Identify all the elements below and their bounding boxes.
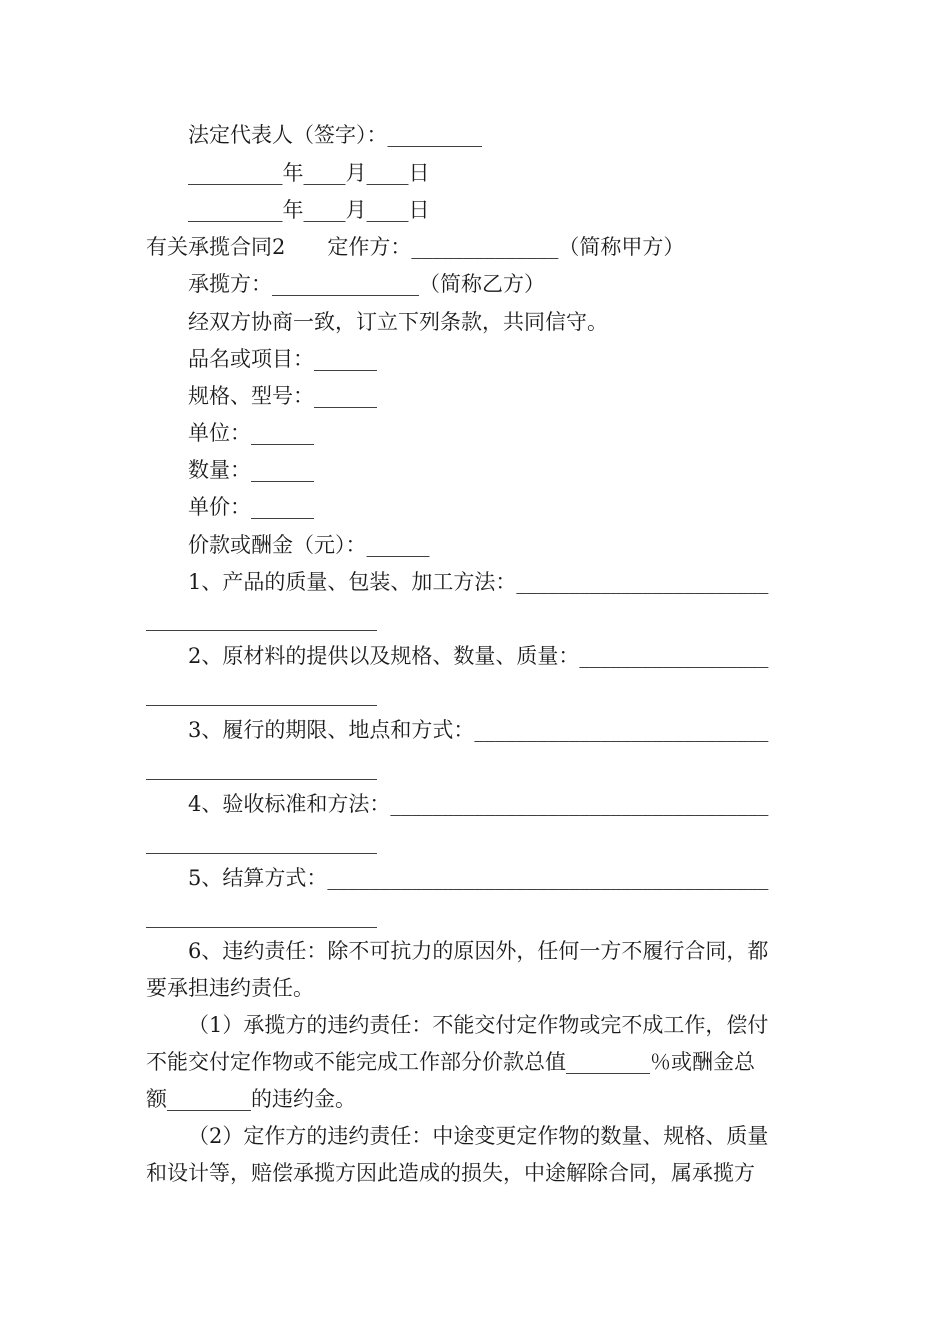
clause-6-2: （2）定作方的违约责任：中途变更定作物的数量、规格、质量 — [188, 1124, 769, 1148]
clause-2: 2、原材料的提供以及规格、数量、质量：__________________ — [188, 644, 769, 668]
clause-6: 6、违约责任：除不可抗力的原因外，任何一方不履行合同，都 — [188, 939, 769, 963]
field-price-or-fee: 价款或酬金（元）：______ — [188, 533, 430, 557]
field-item-name: 品名或项目：______ — [188, 347, 377, 371]
clause-5: 5、结算方式：__________________________________________ — [188, 866, 769, 890]
clause-4-continuation: ______________________ — [146, 830, 377, 854]
date-line-2: _________年____月____日 — [188, 198, 430, 222]
field-quantity: 数量：______ — [188, 458, 314, 482]
legal-rep-signature-line: 法定代表人（签字）：_________ — [188, 123, 482, 147]
clause-6-1-line-3: 额________的违约金。 — [146, 1087, 356, 1111]
field-unit-price: 单价：______ — [188, 495, 314, 519]
clause-5-continuation: ______________________ — [146, 904, 377, 928]
clause-2-continuation: ______________________ — [146, 682, 377, 706]
clause-1-continuation: ______________________ — [146, 607, 377, 631]
field-unit: 单位：______ — [188, 421, 314, 445]
clause-6-2-line-2: 和设计等，赔偿承揽方因此造成的损失，中途解除合同，属承揽方 — [146, 1161, 755, 1185]
contractor-line: 承揽方：______________（简称乙方） — [188, 272, 545, 296]
field-spec-model: 规格、型号：______ — [188, 384, 377, 408]
clause-1: 1、产品的质量、包装、加工方法：________________________ — [188, 570, 769, 594]
date-line-1: _________年____月____日 — [188, 161, 430, 185]
clause-6-continuation: 要承担违约责任。 — [146, 976, 314, 1000]
clause-4: 4、验收标准和方法：____________________________________ — [188, 792, 769, 816]
clause-3: 3、履行的期限、地点和方式：____________________________ — [188, 718, 769, 742]
agreement-intro: 经双方协商一致，订立下列条款，共同信守。 — [188, 310, 608, 334]
clause-6-1: （1）承揽方的违约责任：不能交付定作物或完不成工作，偿付 — [188, 1013, 769, 1037]
contract-title-and-orderer: 有关承揽合同2 定作方：______________（简称甲方） — [146, 235, 685, 259]
clause-6-1-line-2: 不能交付定作物或不能完成工作部分价款总值________％或酬金总 — [146, 1050, 755, 1074]
clause-3-continuation: ______________________ — [146, 756, 377, 780]
